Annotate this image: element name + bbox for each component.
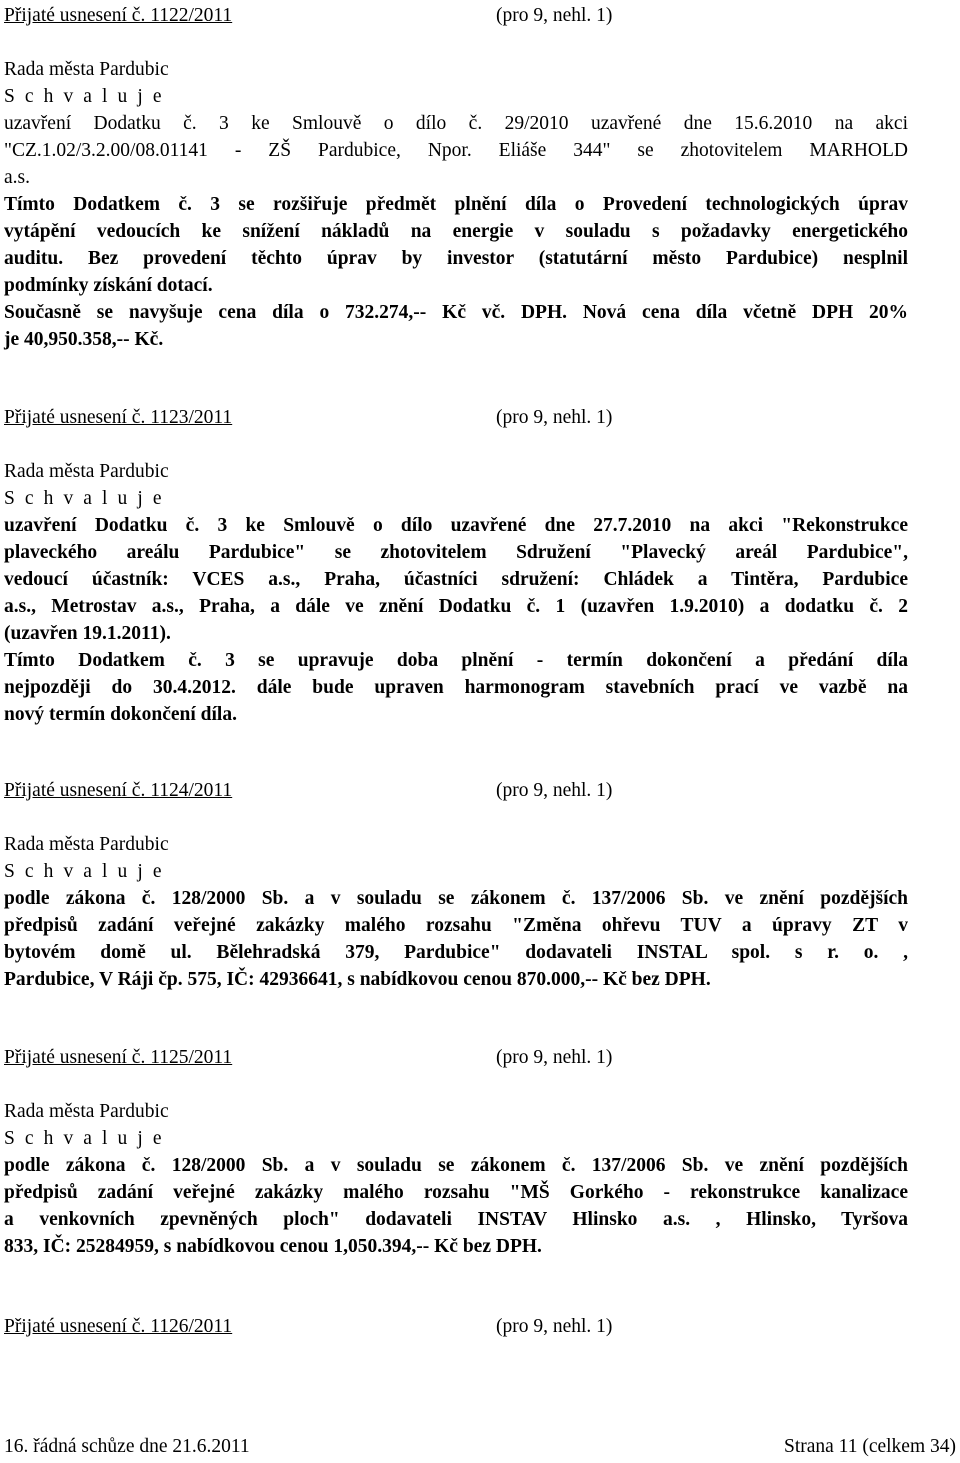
text-line: a.s.	[4, 167, 30, 188]
resolution-text	[4, 1152, 908, 1260]
resolution-header	[4, 1313, 908, 1340]
resolution-subject	[4, 110, 908, 191]
resolution-text	[4, 512, 908, 728]
resolution-header	[4, 404, 908, 431]
vote-result: (pro 9, nehl. 1)	[496, 1316, 613, 1337]
resolution-text	[4, 885, 908, 993]
text-line: uzavření Dodatku č. 3 ke Smlouvě o dílo uzavřené dne 27.7.2010 na akci "Rekonstrukce	[4, 515, 908, 536]
text-line: Tímto Dodatkem č. 3 se upravuje doba plnění - termín dokončení a předání díla	[4, 650, 908, 671]
text-line: je 40,950.358,-- Kč.	[4, 329, 164, 350]
text-line: vytápění vedoucích ke snížení nákladů na energie v souladu s požadavky energetického	[4, 221, 908, 242]
page-number: Strana 11 (celkem 34)	[783, 1436, 956, 1457]
text-line: (uzavřen 19.1.2011).	[4, 623, 171, 644]
meeting-info: 16. řádná schůze dne 21.6.2011	[4, 1436, 250, 1457]
resolution-number: Přijaté usnesení č. 1123/2011	[4, 407, 233, 428]
approves-label: S c h v a l u j e	[4, 1128, 165, 1149]
resolution-number: Přijaté usnesení č. 1122/2011	[4, 5, 233, 26]
text-line: auditu. Bez provedení těchto úprav by investor (statutární město Pardubice) nesplnil	[4, 248, 908, 269]
text-line: Pardubice, V Ráji čp. 575, IČ: 42936641, s nabídkovou cenou 870.000,-- Kč bez DPH.	[4, 969, 711, 990]
resolution-header	[4, 2, 908, 29]
vote-result: (pro 9, nehl. 1)	[496, 407, 613, 428]
resolution-header	[4, 777, 908, 804]
text-line: "CZ.1.02/3.2.00/08.01141 - ZŠ Pardubice, Npor. Eliáše 344" se zhotovitelem MARHOLD	[4, 140, 908, 161]
approves-label: S c h v a l u j e	[4, 86, 165, 107]
text-line: podle zákona č. 128/2000 Sb. a v souladu se zákonem č. 137/2006 Sb. ve znění pozdějších	[4, 1155, 908, 1176]
resolution-1123	[4, 404, 908, 728]
council-name: Rada města Pardubic	[4, 461, 169, 482]
resolution-detail	[4, 191, 908, 353]
text-line: plaveckého areálu Pardubice" se zhotovitelem Sdružení "Plavecký areál Pardubice",	[4, 542, 908, 563]
text-line: Současně se navyšuje cena díla o 732.274,-- Kč vč. DPH. Nová cena díla včetně DPH 20%	[4, 302, 908, 323]
text-line: a.s., Metrostav a.s., Praha, a dále ve znění Dodatku č. 1 (uzavřen 1.9.2010) a dodatku č. 2	[4, 596, 908, 617]
text-line: a venkovních zpevněných ploch" dodavateli INSTAV Hlinsko a.s. , Hlinsko, Tyršova	[4, 1209, 908, 1230]
resolution-header	[4, 1044, 908, 1071]
resolution-1124	[4, 777, 908, 993]
council-name: Rada města Pardubic	[4, 1101, 169, 1122]
text-line: předpisů zadání veřejné zakázky malého rozsahu "MŠ Gorkého - rekonstrukce kanalizace	[4, 1182, 908, 1203]
council-name: Rada města Pardubic	[4, 834, 169, 855]
text-line: uzavření Dodatku č. 3 ke Smlouvě o dílo č. 29/2010 uzavřené dne 15.6.2010 na akci	[4, 113, 908, 134]
vote-result: (pro 9, nehl. 1)	[496, 780, 613, 801]
page-footer	[4, 1433, 956, 1460]
approves-label: S c h v a l u j e	[4, 861, 165, 882]
council-name: Rada města Pardubic	[4, 59, 169, 80]
resolution-number: Přijaté usnesení č. 1125/2011	[4, 1047, 233, 1068]
text-line: podmínky získání dotací.	[4, 275, 213, 296]
text-line: podle zákona č. 128/2000 Sb. a v souladu se zákonem č. 137/2006 Sb. ve znění pozdějších	[4, 888, 908, 909]
resolution-number: Přijaté usnesení č. 1126/2011	[4, 1316, 233, 1337]
text-line: bytovém domě ul. Bělehradská 379, Pardubice" dodavateli INSTAL spol. s r. o. ,	[4, 942, 908, 963]
text-line: nejpozději do 30.4.2012. dále bude upraven harmonogram stavebních prací ve vazbě na	[4, 677, 908, 698]
approves-label: S c h v a l u j e	[4, 488, 165, 509]
text-line: nový termín dokončení díla.	[4, 704, 237, 725]
resolution-number: Přijaté usnesení č. 1124/2011	[4, 780, 233, 801]
resolution-1122	[4, 2, 908, 353]
text-line: vedoucí účastník: VCES a.s., Praha, účastníci sdružení: Chládek a Tintěra, Pardubice	[4, 569, 908, 590]
vote-result: (pro 9, nehl. 1)	[496, 1047, 613, 1068]
text-line: Tímto Dodatkem č. 3 se rozšiřuje předmět plnění díla o Provedení technologických úprav	[4, 194, 908, 215]
text-line: předpisů zadání veřejné zakázky malého rozsahu "Změna ohřevu TUV a úpravy ZT v	[4, 915, 908, 936]
resolution-1126	[4, 1313, 908, 1340]
text-line: 833, IČ: 25284959, s nabídkovou cenou 1,050.394,-- Kč bez DPH.	[4, 1236, 542, 1257]
resolution-1125	[4, 1044, 908, 1260]
vote-result: (pro 9, nehl. 1)	[496, 5, 613, 26]
